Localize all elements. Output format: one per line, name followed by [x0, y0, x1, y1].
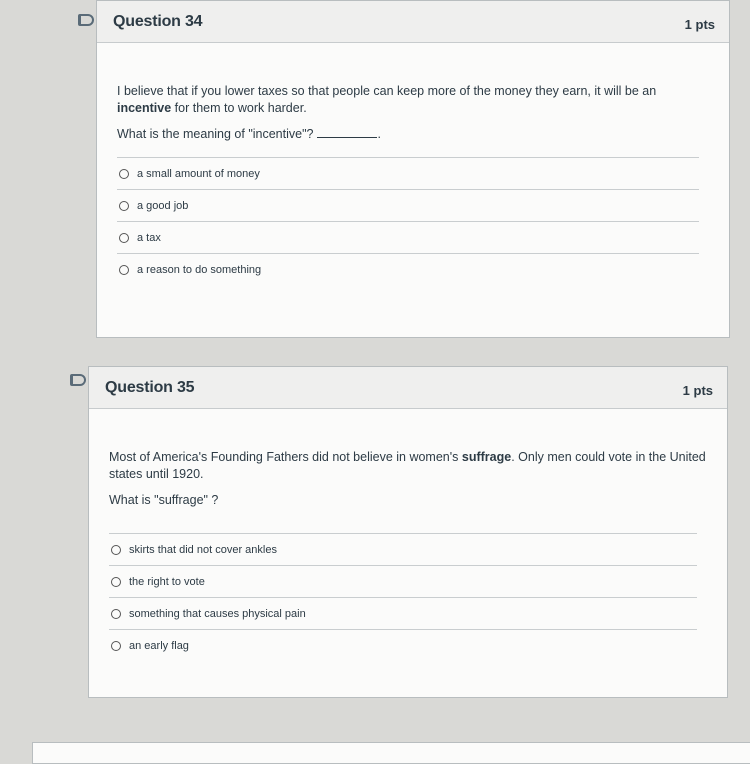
next-question-card-edge	[32, 742, 750, 764]
answer-blank	[317, 127, 377, 138]
bookmark-flag-icon[interactable]	[78, 14, 94, 26]
radio-button-icon[interactable]	[111, 641, 121, 651]
question-header	[97, 1, 729, 43]
question-points: 1 pts	[682, 383, 713, 398]
question-prompt: What is "suffrage" ?	[109, 493, 219, 507]
answer-list	[117, 157, 699, 285]
radio-button-icon[interactable]	[111, 545, 121, 555]
bookmark-flag-icon[interactable]	[70, 374, 86, 386]
question-header	[89, 367, 727, 409]
question-points: 1 pts	[684, 17, 715, 32]
answer-option[interactable]: a small amount of money	[117, 158, 699, 190]
keyword: incentive	[117, 101, 172, 115]
question-text: Most of America's Founding Fathers did not believe in women's suffrage. Only men could vote in the United states until 1920.	[109, 450, 706, 481]
radio-button-icon[interactable]	[119, 169, 129, 179]
radio-button-icon[interactable]	[111, 577, 121, 587]
radio-button-icon[interactable]	[111, 609, 121, 619]
question-card-35	[88, 366, 728, 698]
answer-option[interactable]: a good job	[117, 190, 699, 222]
question-text: I believe that if you lower taxes so that people can keep more of the money they earn, it will be an incentive for them to work harder.	[117, 84, 657, 115]
question-prompt: What is the meaning of "incentive"? .	[117, 127, 381, 141]
question-title: Question 34	[113, 12, 203, 30]
answer-option[interactable]: the right to vote	[109, 566, 697, 598]
answer-list	[109, 533, 697, 661]
radio-button-icon[interactable]	[119, 233, 129, 243]
question-title: Question 35	[105, 378, 195, 396]
answer-option[interactable]: something that causes physical pain	[109, 598, 697, 630]
answer-option[interactable]: skirts that did not cover ankles	[109, 534, 697, 566]
radio-button-icon[interactable]	[119, 201, 129, 211]
radio-button-icon[interactable]	[119, 265, 129, 275]
answer-option[interactable]: a tax	[117, 222, 699, 254]
keyword: suffrage	[461, 450, 512, 464]
answer-option[interactable]: a reason to do something	[117, 254, 699, 285]
question-card-34	[96, 0, 730, 338]
answer-option[interactable]: an early flag	[109, 630, 697, 661]
